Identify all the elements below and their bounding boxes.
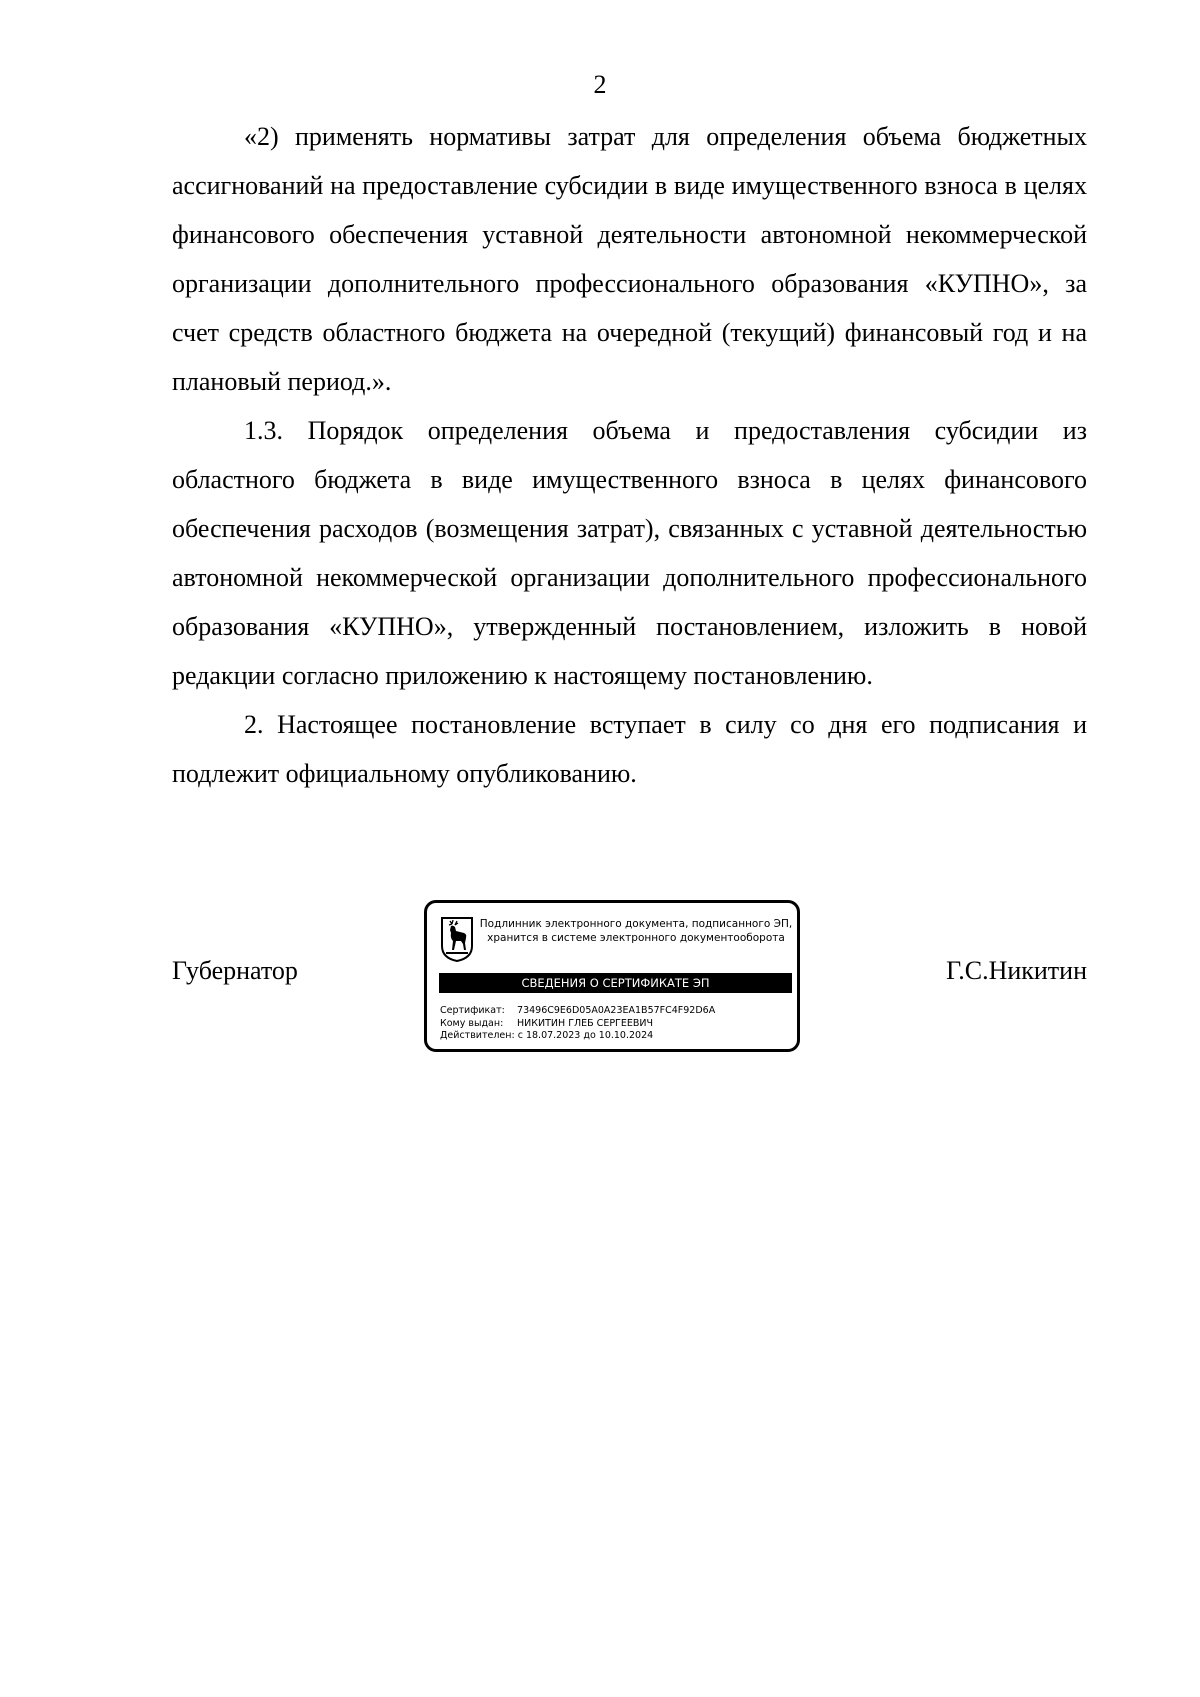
certificate-value: 73496C9E6D05A0A23EA1B57FC4F92D6A <box>517 1005 716 1016</box>
paragraph-item-2-effective: 2. Настоящее постановление вступает в силу со дня его подписания и подлежит официальному опубликованию. <box>172 710 1087 788</box>
certificate-details <box>440 1005 790 1043</box>
certificate-label: Сертификат: <box>440 1005 505 1016</box>
issued-to-label: Кому выдан: <box>440 1017 504 1029</box>
stamp-header-line: хранится в системе электронного документооборота <box>487 932 785 944</box>
validity-value: с 18.07.2023 до 10.10.2024 <box>517 1030 654 1041</box>
certificate-info-bar: СВЕДЕНИЯ О СЕРТИФИКАТЕ ЭП <box>439 973 792 993</box>
page-number: 2 <box>593 70 607 99</box>
issued-to-value: НИКИТИН ГЛЕБ СЕРГЕЕВИЧ <box>517 1017 653 1029</box>
deer-coat-of-arms-icon <box>440 916 474 962</box>
document-body <box>172 112 1087 798</box>
electronic-signature-stamp <box>424 900 800 1052</box>
signer-position: Губернатор <box>172 956 298 985</box>
signer-name: Г.С.Никитин <box>946 956 1087 985</box>
stamp-header <box>479 917 793 945</box>
validity-label: Действителен: <box>440 1030 515 1041</box>
stamp-header-line: Подлинник электронного документа, подписанного ЭП, <box>479 918 793 930</box>
issued-to-row <box>440 1018 790 1031</box>
validity-row <box>440 1030 790 1043</box>
paragraph-item-2: «2) применять нормативы затрат для определения объема бюджетных ассигнований на предоставление субсидии в виде имущественного взноса в целях финансового обеспечения уставной деятельности автономной некоммерческой организации дополнительного профессионального образования «КУПНО», за счет средств областного бюджета на очередной (текущий) финансовый год и на плановый период.». <box>172 122 1087 396</box>
certificate-row <box>440 1005 790 1018</box>
paragraph-item-1-3: 1.3. Порядок определения объема и предоставления субсидии из областного бюджета в виде имущественного взноса в целях финансового обеспечения расходов (возмещения затрат), связанных с уставной деятельностью автономной некоммерческой организации дополнительного профессионального образования «КУПНО», утвержденный постановлением, изложить в новой редакции согласно приложению к настоящему постановлению. <box>172 416 1087 690</box>
